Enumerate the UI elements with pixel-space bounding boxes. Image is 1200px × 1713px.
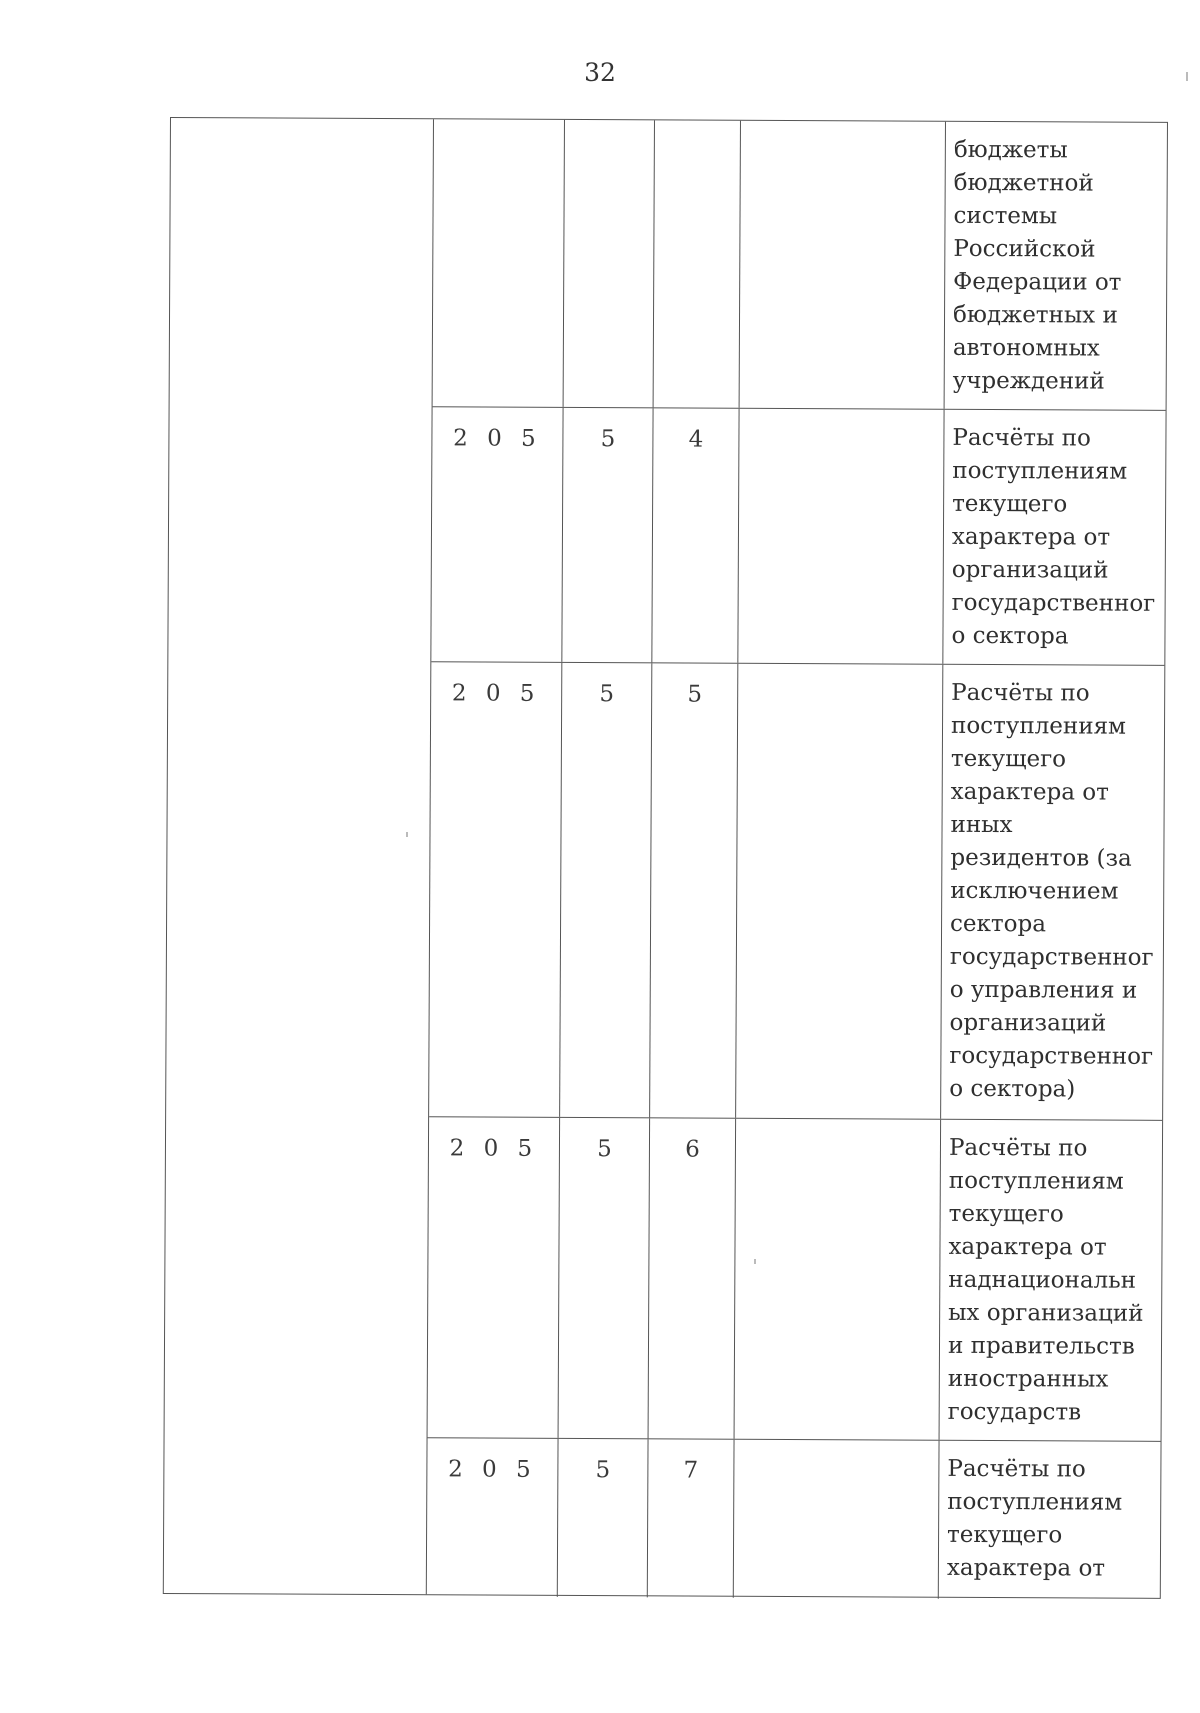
- page-number: 32: [584, 58, 616, 87]
- description-line: учреждений: [952, 367, 1105, 395]
- empty-cell: [736, 664, 943, 1119]
- table-row: [429, 662, 1164, 1121]
- group-cell: [564, 120, 655, 407]
- description-line: государственног: [949, 1042, 1154, 1070]
- description-line: Расчёты по: [947, 1455, 1086, 1483]
- description-line: иностранных: [947, 1365, 1109, 1393]
- description-line: текущего: [950, 745, 1067, 773]
- description-line: характера от: [948, 1233, 1107, 1261]
- description-line: бюджеты: [953, 136, 1068, 164]
- description-cell: [945, 122, 1167, 410]
- table-row: [428, 1117, 1163, 1442]
- description-line: государств: [947, 1398, 1082, 1426]
- scan-speck: [754, 1259, 756, 1264]
- description-line: иных: [950, 811, 1013, 839]
- description-line: сектора: [950, 910, 1047, 938]
- group-cell: 5: [562, 408, 653, 662]
- subgroup-cell: 6: [649, 1118, 737, 1438]
- description-line: характера от: [951, 523, 1111, 551]
- empty-cell: [738, 409, 944, 664]
- subgroup-cell: [654, 120, 741, 407]
- description-line: о сектора: [951, 622, 1069, 650]
- description-line: характера от: [950, 778, 1109, 806]
- description-line: наднациональн: [948, 1266, 1137, 1294]
- code-cell: 2 0 5: [427, 1438, 559, 1597]
- description-line: характера от: [946, 1554, 1106, 1582]
- empty-cell: [735, 1119, 942, 1440]
- subgroup-cell: 7: [648, 1439, 735, 1597]
- group-cell: 5: [559, 1118, 651, 1438]
- description-line: поступлениям: [950, 712, 1127, 740]
- description-line: ых организаций: [948, 1299, 1144, 1327]
- description-line: поступлениям: [952, 457, 1128, 485]
- subgroup-cell: 4: [652, 408, 739, 662]
- description-line: о сектора): [949, 1075, 1076, 1103]
- table-row: [433, 119, 1167, 411]
- empty-cell: [734, 1440, 940, 1599]
- group-cell: 5: [560, 663, 652, 1117]
- description-line: автономных: [952, 334, 1100, 362]
- code-cell: [433, 119, 565, 407]
- description-line: поступлениям: [947, 1488, 1123, 1516]
- description-line: государственног: [951, 589, 1156, 617]
- description-line: организаций: [951, 556, 1109, 584]
- description-line: Расчёты по: [951, 679, 1090, 707]
- group-cell: 5: [558, 1439, 649, 1597]
- table-rows: [427, 119, 1167, 1598]
- code-cell: 2 0 5: [428, 1117, 561, 1438]
- empty-cell: [740, 121, 946, 409]
- table-row: [431, 407, 1165, 666]
- subgroup-cell: 5: [650, 663, 738, 1117]
- scan-speck: [1186, 72, 1188, 81]
- description-line: государственног: [949, 943, 1154, 971]
- description-cell: [943, 410, 1165, 665]
- description-line: Расчёты по: [952, 424, 1091, 452]
- description-line: текущего: [952, 490, 1068, 518]
- table-left-column: [164, 118, 434, 1594]
- accounts-table: [163, 117, 1168, 1599]
- description-line: резидентов (за: [950, 844, 1132, 872]
- table-row: [427, 1438, 1161, 1600]
- description-line: текущего: [947, 1521, 1063, 1549]
- description-line: организаций: [949, 1009, 1107, 1037]
- code-cell: 2 0 5: [431, 407, 563, 662]
- description-line: Расчёты по: [948, 1134, 1088, 1162]
- description-line: текущего: [948, 1200, 1064, 1228]
- description-line: бюджетных и: [952, 301, 1118, 329]
- description-line: системы: [953, 202, 1058, 230]
- description-cell: [941, 665, 1164, 1120]
- description-line: и правительств: [947, 1332, 1135, 1360]
- scan-speck: [406, 832, 408, 837]
- description-line: исключением: [950, 877, 1119, 905]
- description-line: Российской: [953, 235, 1096, 263]
- description-line: о управления и: [949, 976, 1138, 1004]
- code-cell: 2 0 5: [429, 662, 562, 1117]
- description-cell: [940, 1120, 1163, 1441]
- description-line: бюджетной: [953, 169, 1094, 197]
- description-cell: [939, 1441, 1161, 1600]
- description-line: поступлениям: [948, 1167, 1124, 1195]
- description-line: Федерации от: [953, 268, 1122, 296]
